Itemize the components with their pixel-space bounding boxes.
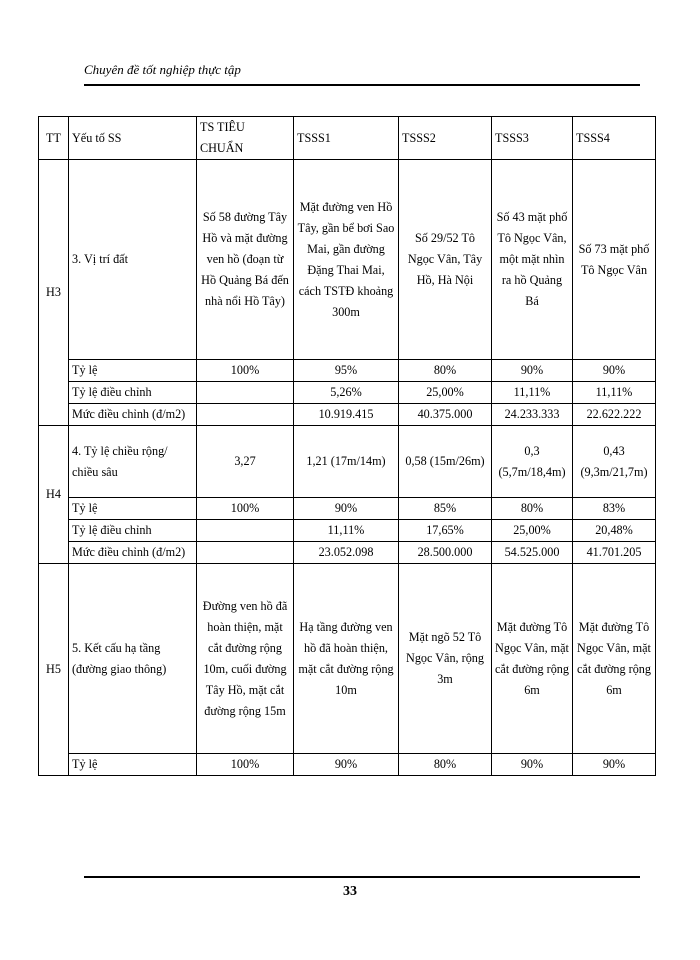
table-cell: Đường ven hồ đã hoàn thiện, mặt cắt đường rộng 10m, cuối đường Tây Hồ, mặt cắt đường rộng 15m [197, 564, 294, 754]
table-cell: 90% [492, 754, 573, 776]
table-cell: 80% [492, 498, 573, 520]
footer-divider [84, 876, 640, 878]
table-cell: 83% [573, 498, 656, 520]
table-cell [197, 382, 294, 404]
table-cell [197, 542, 294, 564]
col-header-tt: TT [39, 117, 69, 160]
row-label: Tỷ lệ [69, 498, 197, 520]
table-cell: 10.919.415 [294, 404, 399, 426]
factor-label-h4: 4. Tỷ lệ chiều rộng/ chiều sâu [69, 426, 197, 498]
table-cell: 25,00% [399, 382, 492, 404]
table-cell: 100% [197, 498, 294, 520]
col-header-tsss2: TSSS2 [399, 117, 492, 160]
row-label: Mức điều chỉnh (đ/m2) [69, 404, 197, 426]
table-cell: 24.233.333 [492, 404, 573, 426]
comparison-table [38, 116, 656, 776]
table-cell: 0,43 (9,3m/21,7m) [573, 426, 656, 498]
table-row-h4-adjust-amount [39, 542, 656, 564]
col-header-standard: TS TIÊU CHUẨN [197, 117, 294, 160]
row-label: Mức điều chỉnh (đ/m2) [69, 542, 197, 564]
table-cell: Mặt đường Tô Ngọc Vân, mặt cắt đường rộng 6m [573, 564, 656, 754]
table-cell: 85% [399, 498, 492, 520]
table-cell: Mặt đường Tô Ngọc Vân, mặt cắt đường rộng 6m [492, 564, 573, 754]
row-label: Tỷ lệ điều chỉnh [69, 520, 197, 542]
row-code-h5: H5 [39, 564, 69, 776]
table-cell: 95% [294, 360, 399, 382]
row-label: Tỷ lệ [69, 754, 197, 776]
table-row-h4-rate [39, 498, 656, 520]
table-cell: 41.701.205 [573, 542, 656, 564]
table-cell: 80% [399, 754, 492, 776]
table-cell [197, 404, 294, 426]
table-row-h5-rate [39, 754, 656, 776]
table-cell: 17,65% [399, 520, 492, 542]
table-header-row [39, 117, 656, 160]
table-cell: 54.525.000 [492, 542, 573, 564]
page-number: 33 [343, 884, 357, 899]
table-row-h3-location [39, 160, 656, 360]
table-cell: 90% [573, 360, 656, 382]
table-row-h4-ratio [39, 426, 656, 498]
table-cell: Mặt ngõ 52 Tô Ngọc Vân, rộng 3m [399, 564, 492, 754]
col-header-tsss1: TSSS1 [294, 117, 399, 160]
table-row-h5-infrastructure [39, 564, 656, 754]
table-row-h3-rate [39, 360, 656, 382]
table-cell: 3,27 [197, 426, 294, 498]
table-cell: 0,58 (15m/26m) [399, 426, 492, 498]
table-cell: 28.500.000 [399, 542, 492, 564]
table-cell: Hạ tầng đường ven hồ đã hoàn thiện, mặt cắt đường rộng 10m [294, 564, 399, 754]
row-label: Tỷ lệ [69, 360, 197, 382]
table-cell: 40.375.000 [399, 404, 492, 426]
table-cell: 100% [197, 754, 294, 776]
table-cell: 0,3 (5,7m/18,4m) [492, 426, 573, 498]
table-cell: Số 29/52 Tô Ngọc Vân, Tây Hồ, Hà Nội [399, 160, 492, 360]
table-cell: Số 58 đường Tây Hồ và mặt đường ven hồ (đoạn từ Hồ Quảng Bá đến nhà nổi Hồ Tây) [197, 160, 294, 360]
document-header-title: Chuyên đề tốt nghiệp thực tập [84, 62, 241, 77]
table-cell: 80% [399, 360, 492, 382]
row-label: Tỷ lệ điều chỉnh [69, 382, 197, 404]
table-cell [197, 520, 294, 542]
col-header-tsss4: TSSS4 [573, 117, 656, 160]
table-cell: 11,11% [294, 520, 399, 542]
col-header-tsss3: TSSS3 [492, 117, 573, 160]
table-cell: 90% [573, 754, 656, 776]
table-cell: 90% [294, 754, 399, 776]
table-row-h4-adjust-rate [39, 520, 656, 542]
table-cell: 11,11% [492, 382, 573, 404]
row-code-h3: H3 [39, 160, 69, 426]
table-cell: 11,11% [573, 382, 656, 404]
table-cell: 22.622.222 [573, 404, 656, 426]
factor-label-h5: 5. Kết cấu hạ tầng (đường giao thông) [69, 564, 197, 754]
table-cell: 100% [197, 360, 294, 382]
table-cell: 1,21 (17m/14m) [294, 426, 399, 498]
table-cell: 5,26% [294, 382, 399, 404]
table-row-h3-adjust-rate [39, 382, 656, 404]
col-header-factor: Yếu tố SS [69, 117, 197, 160]
table-cell: Số 73 mặt phố Tô Ngọc Vân [573, 160, 656, 360]
factor-label-h3: 3. Vị trí đất [69, 160, 197, 360]
table-cell: 90% [294, 498, 399, 520]
header-divider [84, 84, 640, 86]
table-cell: 20,48% [573, 520, 656, 542]
table-row-h3-adjust-amount [39, 404, 656, 426]
table-cell: 23.052.098 [294, 542, 399, 564]
table-cell: 90% [492, 360, 573, 382]
table-cell: Số 43 mặt phố Tô Ngọc Vân, một mặt nhìn ra hồ Quảng Bá [492, 160, 573, 360]
table-cell: Mặt đường ven Hồ Tây, gần bể bơi Sao Mai, gần đường Đặng Thai Mai, cách TSTĐ khoảng 300m [294, 160, 399, 360]
table-cell: 25,00% [492, 520, 573, 542]
row-code-h4: H4 [39, 426, 69, 564]
